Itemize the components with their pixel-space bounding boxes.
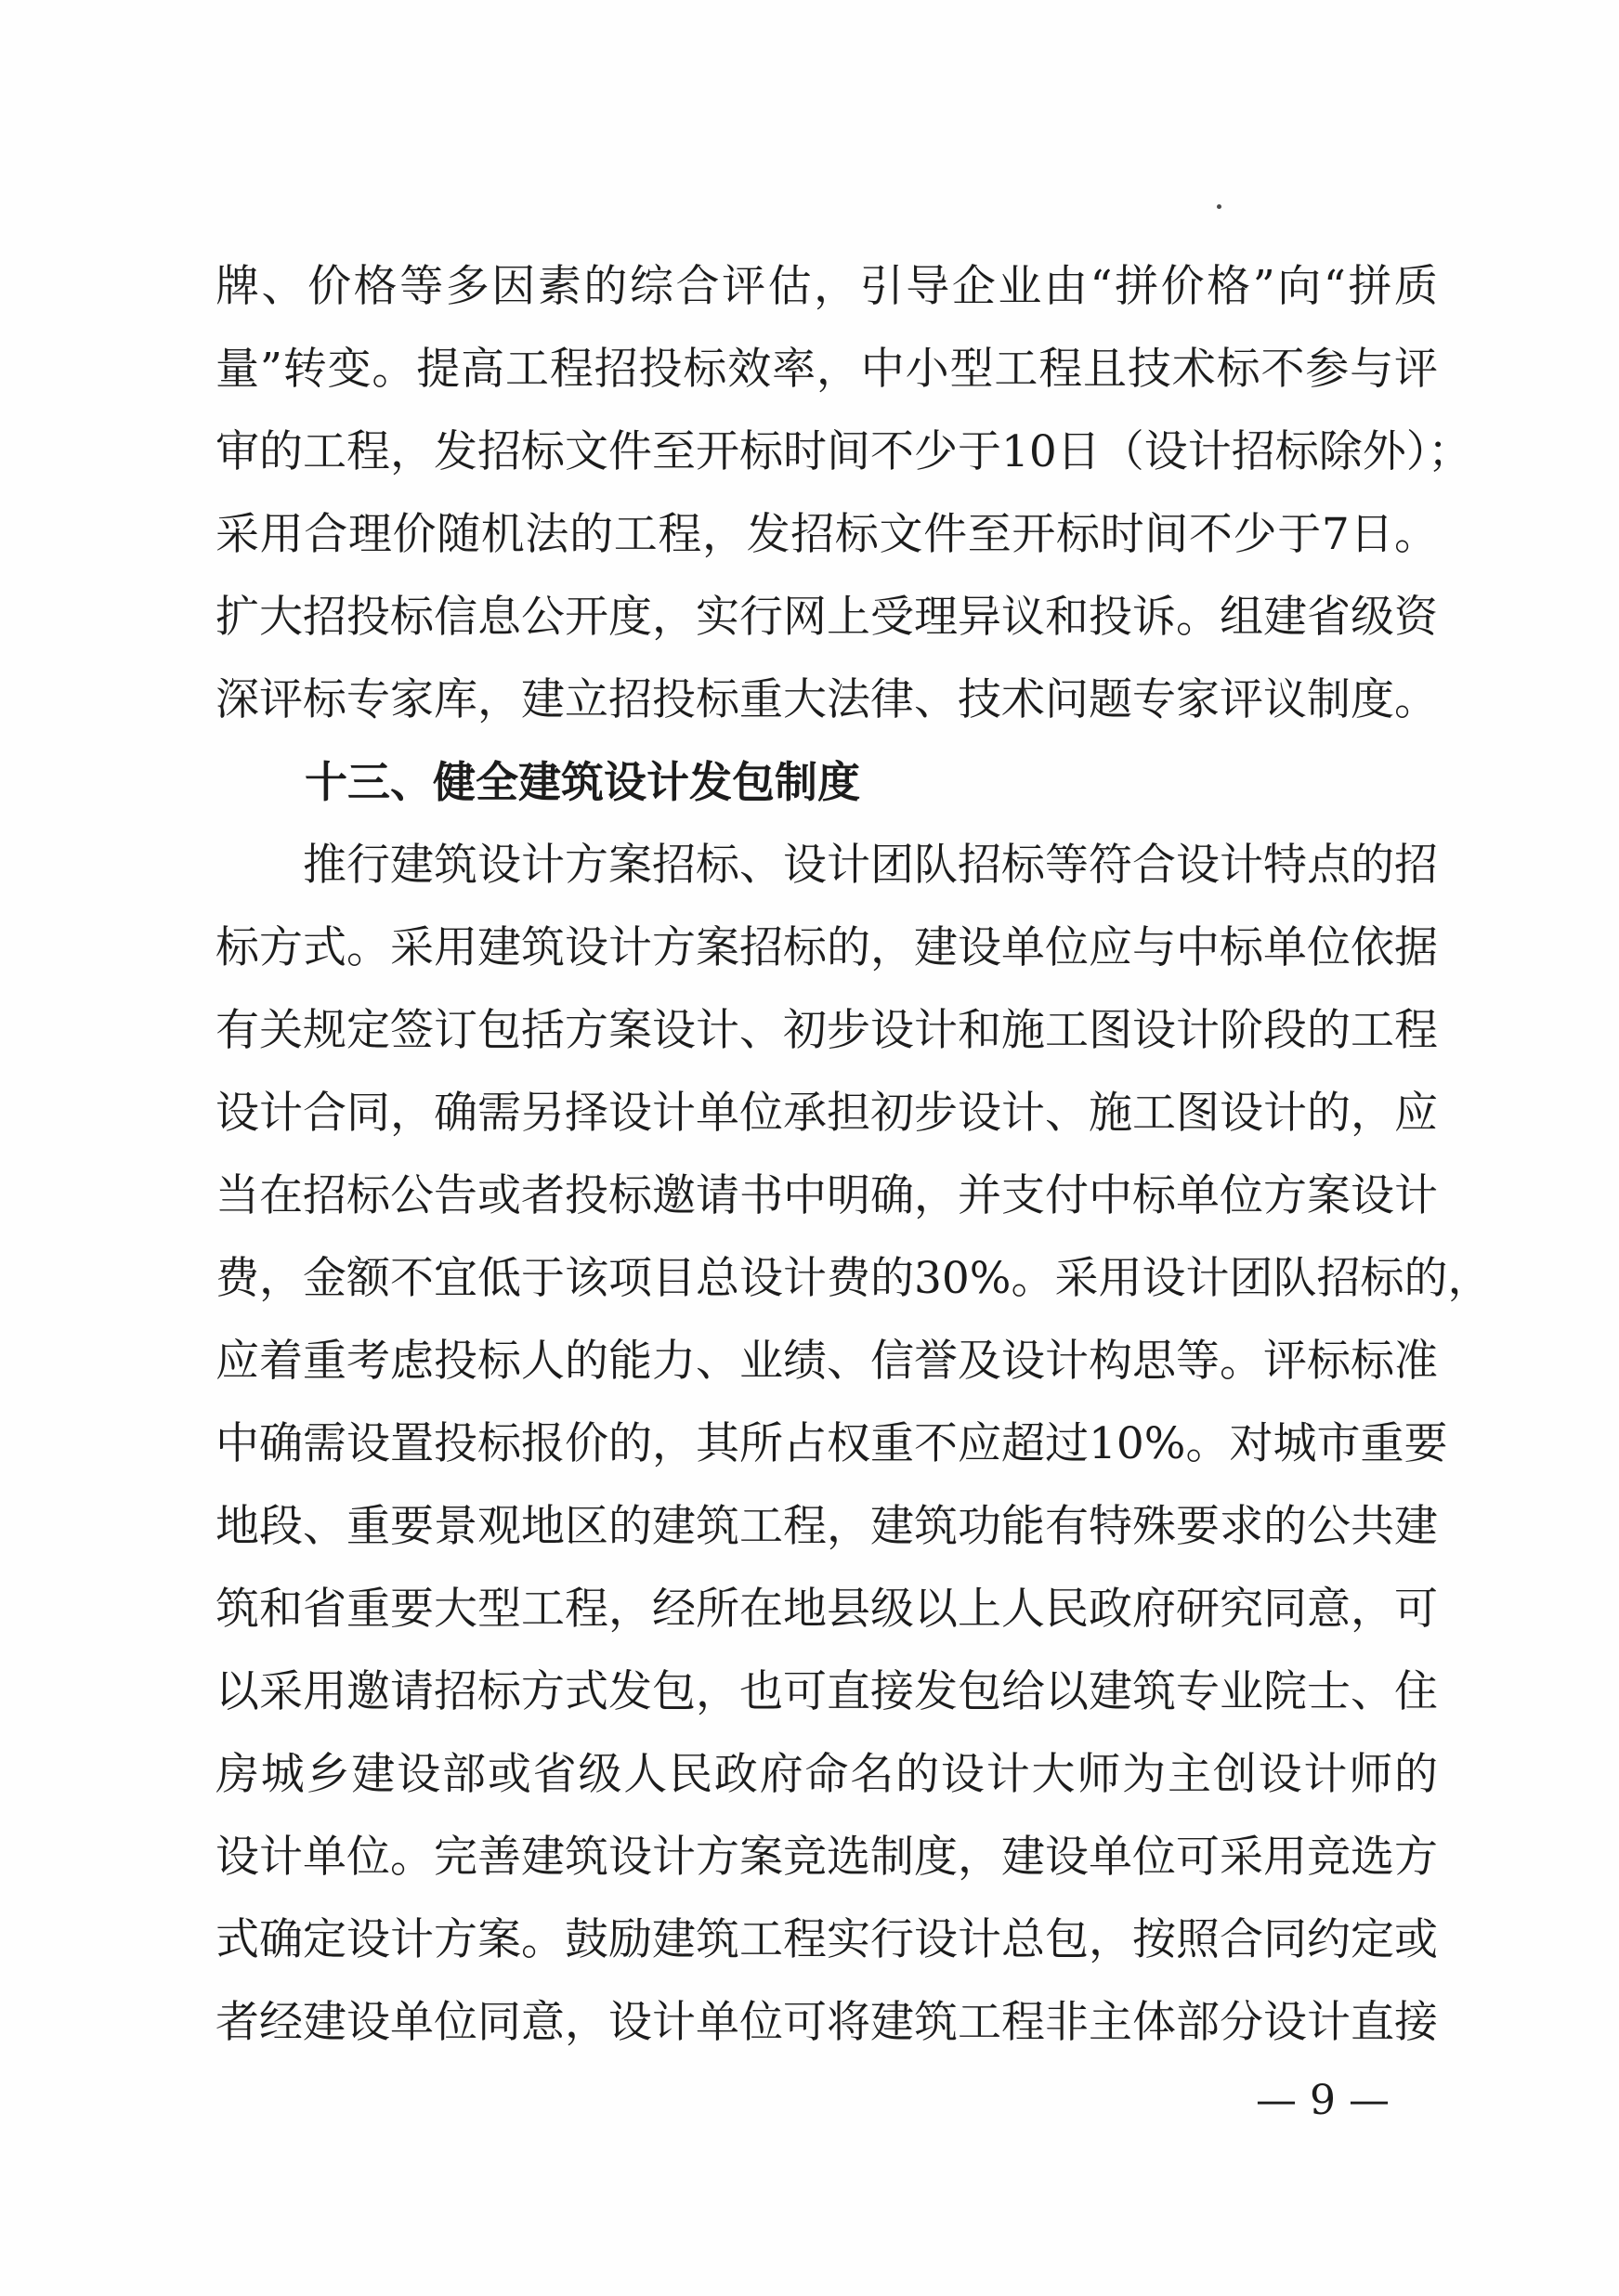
text-line: 应着重考虑投标人的能力、业绩、信誉及设计构思等。评标标准 [215, 1336, 1438, 1387]
text-line: 推行建筑设计方案招标、设计团队招标等符合设计特点的招 [303, 840, 1438, 891]
text-line: 深评标专家库，建立招投标重大法律、技术问题专家评议制度。 [215, 674, 1438, 725]
text-line: 设计单位。完善建筑设计方案竞选制度，建设单位可采用竞选方 [215, 1832, 1438, 1883]
text-line: 房城乡建设部或省级人民政府命名的设计大师为主创设计师的 [215, 1749, 1438, 1800]
text-line: 标方式。采用建筑设计方案招标的，建设单位应与中标单位依据 [215, 922, 1438, 973]
text-line: 中确需设置投标报价的，其所占权重不应超过10%。对城市重要 [215, 1418, 1448, 1469]
text-line: 当在招标公告或者投标邀请书中明确，并支付中标单位方案设计 [215, 1170, 1438, 1221]
text-line: 量”转变。提高工程招投标效率，中小型工程且技术标不参与评 [215, 344, 1438, 395]
text-line: 审的工程，发招标文件至开标时间不少于10日（设计招标除外）； [215, 426, 1472, 477]
page-number: — 9 — [1256, 2077, 1390, 2124]
text-line: 以采用邀请招标方式发包，也可直接发包给以建筑专业院士、住 [215, 1666, 1438, 1717]
text-line: 费，金额不宜低于该项目总设计费的30%。采用设计团队招标的， [215, 1253, 1492, 1304]
text-line: 有关规定签订包括方案设计、初步设计和施工图设计阶段的工程 [215, 1005, 1438, 1056]
text-line: 牌、价格等多因素的综合评估，引导企业由“拼价格”向“拼质 [215, 261, 1438, 312]
text-line: 采用合理价随机法的工程，发招标文件至开标时间不少于7日。 [215, 509, 1438, 560]
text-line: 地段、重要景观地区的建筑工程，建筑功能有特殊要求的公共建 [215, 1501, 1438, 1552]
text-line: 式确定设计方案。鼓励建筑工程实行设计总包，按照合同约定或 [215, 1914, 1438, 1965]
text-line: 设计合同，确需另择设计单位承担初步设计、施工图设计的，应 [215, 1088, 1438, 1139]
document-text-block [215, 245, 1492, 2064]
section-heading: 十三、健全建筑设计发包制度 [305, 757, 860, 807]
text-line: 者经建设单位同意，设计单位可将建筑工程非主体部分设计直接 [215, 1997, 1438, 2048]
scan-speck-artifact [1217, 204, 1221, 209]
text-line: 筑和省重要大型工程，经所在地县级以上人民政府研究同意，可 [215, 1584, 1438, 1635]
text-line: 扩大招投标信息公开度，实行网上受理异议和投诉。组建省级资 [215, 592, 1438, 643]
